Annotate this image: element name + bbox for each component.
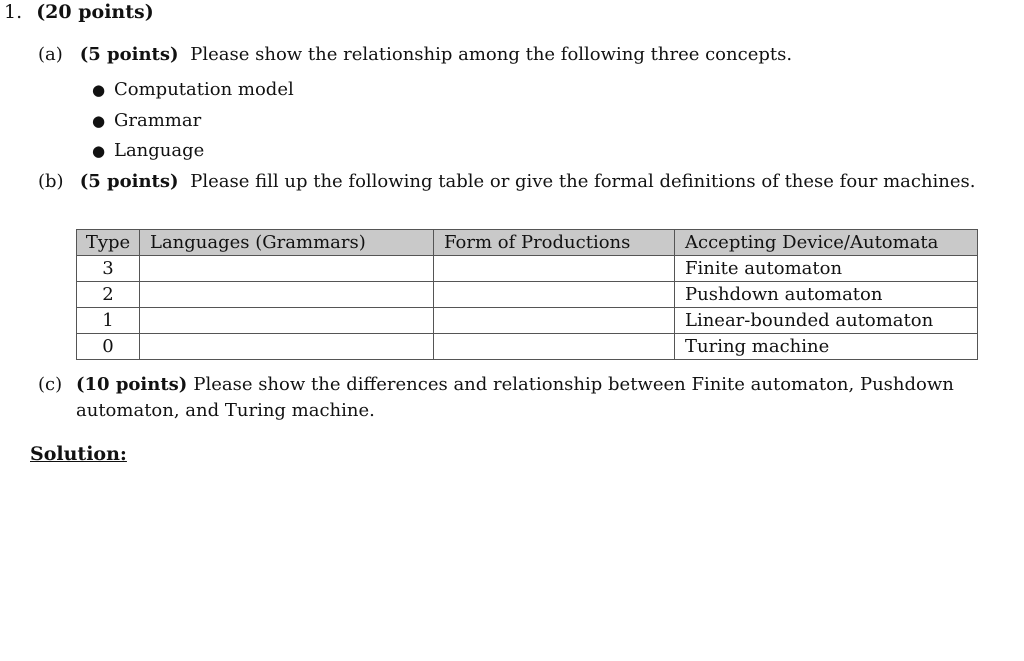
table-header-row <box>77 230 978 256</box>
concept-list <box>92 75 294 167</box>
cell-type: 1 <box>77 308 140 334</box>
table-row <box>77 282 978 308</box>
cell-productions <box>434 256 675 282</box>
cell-languages <box>140 282 434 308</box>
list-item: ● Computation model <box>92 75 294 106</box>
header-productions: Form of Productions <box>434 230 675 256</box>
cell-type: 3 <box>77 256 140 282</box>
header-type: Type <box>77 230 140 256</box>
part-a-text: Please show the relationship among the following three concepts. <box>190 44 793 65</box>
part-c-text: Please show the differences and relationship between Finite automaton, Pushdown automaton, and Turing machine. <box>76 374 954 421</box>
solution-label: Solution: <box>30 443 127 465</box>
bullet-icon: ● <box>92 81 106 99</box>
problem-heading <box>4 0 154 24</box>
problem-points: (20 points) <box>36 1 154 23</box>
cell-languages <box>140 334 434 360</box>
table-row <box>77 308 978 334</box>
part-b <box>38 169 976 195</box>
cell-productions <box>434 334 675 360</box>
part-c <box>38 372 978 424</box>
cell-languages <box>140 256 434 282</box>
cell-automata: Linear-bounded automaton <box>675 308 978 334</box>
part-a <box>38 42 792 68</box>
bullet-icon: ● <box>92 111 106 130</box>
list-item: ● Language <box>92 136 294 167</box>
part-c-points: (10 points) <box>76 374 188 395</box>
part-a-points: (5 points) <box>79 44 179 65</box>
part-b-text: Please fill up the following table or give the formal definitions of these four machines. <box>190 171 976 192</box>
part-b-points: (5 points) <box>79 171 179 192</box>
table-row <box>77 256 978 282</box>
cell-type: 0 <box>77 334 140 360</box>
part-c-label: (c) <box>38 374 63 395</box>
part-c-body <box>76 372 978 424</box>
list-item: ● Grammar <box>92 106 294 137</box>
header-automata: Accepting Device/Automata <box>675 230 978 256</box>
cell-automata: Pushdown automaton <box>675 282 978 308</box>
cell-productions <box>434 308 675 334</box>
table-row <box>77 334 978 360</box>
cell-type: 2 <box>77 282 140 308</box>
bullet-icon: ● <box>92 142 106 160</box>
header-languages: Languages (Grammars) <box>140 230 434 256</box>
problem-number: 1. <box>4 1 23 23</box>
cell-languages <box>140 308 434 334</box>
chomsky-hierarchy-table <box>76 229 978 360</box>
cell-productions <box>434 282 675 308</box>
part-a-label: (a) <box>38 44 63 65</box>
cell-automata: Turing machine <box>675 334 978 360</box>
cell-automata: Finite automaton <box>675 256 978 282</box>
part-b-label: (b) <box>38 171 64 192</box>
